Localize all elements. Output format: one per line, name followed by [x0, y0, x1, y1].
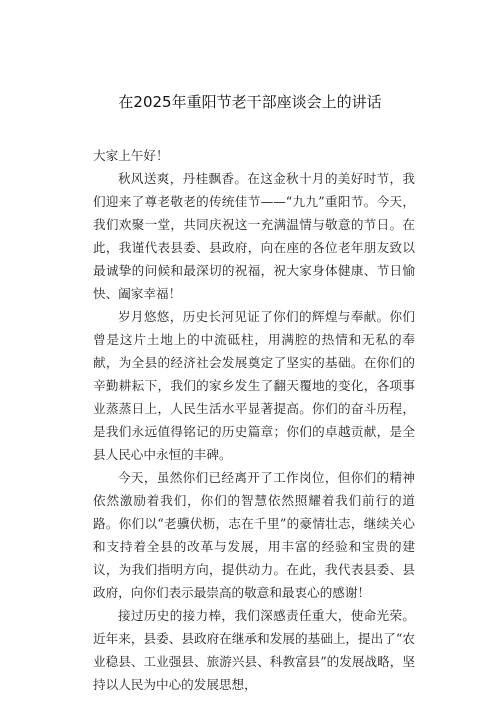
- paragraph-3: 今天，虽然你们已经离开了工作岗位，但你们的精神依然激励着我们，你们的智慧依然照耀着我们前行的道路。你们以“老骥伏枥，志在千里”的豪情壮志，继续关心和支持着全县的改革与发展，用丰富的经验和宝贵的建议，为我们指明方向，提供动力。在此，我代表县委、县政府，向你们表示最崇高的敬意和最衷心的感谢！: [93, 470, 415, 600]
- document-body: [93, 144, 415, 696]
- document-title: 在2025年重阳节老干部座谈会上的讲话: [118, 93, 382, 111]
- salutation: 大家上午好！: [93, 148, 169, 163]
- paragraph-2: 岁月悠悠，历史长河见证了你们的辉煌与奉献。你们曾是这片土地上的中流砥柱，用满腔的热情和无私的奉献，为全县的经济社会发展奠定了坚实的基础。在你们的辛勤耕耘下，我们的家乡发生了翻天覆地的变化，各项事业蒸蒸日上，人民生活水平显著提高。你们的奋斗历程，是我们永远值得铭记的历史篇章；你们的卓越贡献，是全县人民心中永恒的丰碑。: [93, 309, 415, 462]
- paragraph-1: 秋风送爽，丹桂飘香。在这金秋十月的美好时节，我们迎来了尊老敬老的传统佳节——“九九”重阳节。今天，我们欢聚一堂，共同庆祝这一充满温情与敬意的节日。在此，我谨代表县委、县政府，向在座的各位老年朋友致以最诚挚的问候和最深切的祝福，祝大家身体健康、节日愉快、阖家幸福！: [93, 171, 415, 301]
- paragraph-4: 接过历史的接力棒，我们深感责任重大，使命光荣。近年来，县委、县政府在继承和发展的基础上，提出了“农业稳县、工业强县、旅游兴县、科教富县”的发展战略，坚持以人民为中心的发展思想，: [93, 608, 415, 692]
